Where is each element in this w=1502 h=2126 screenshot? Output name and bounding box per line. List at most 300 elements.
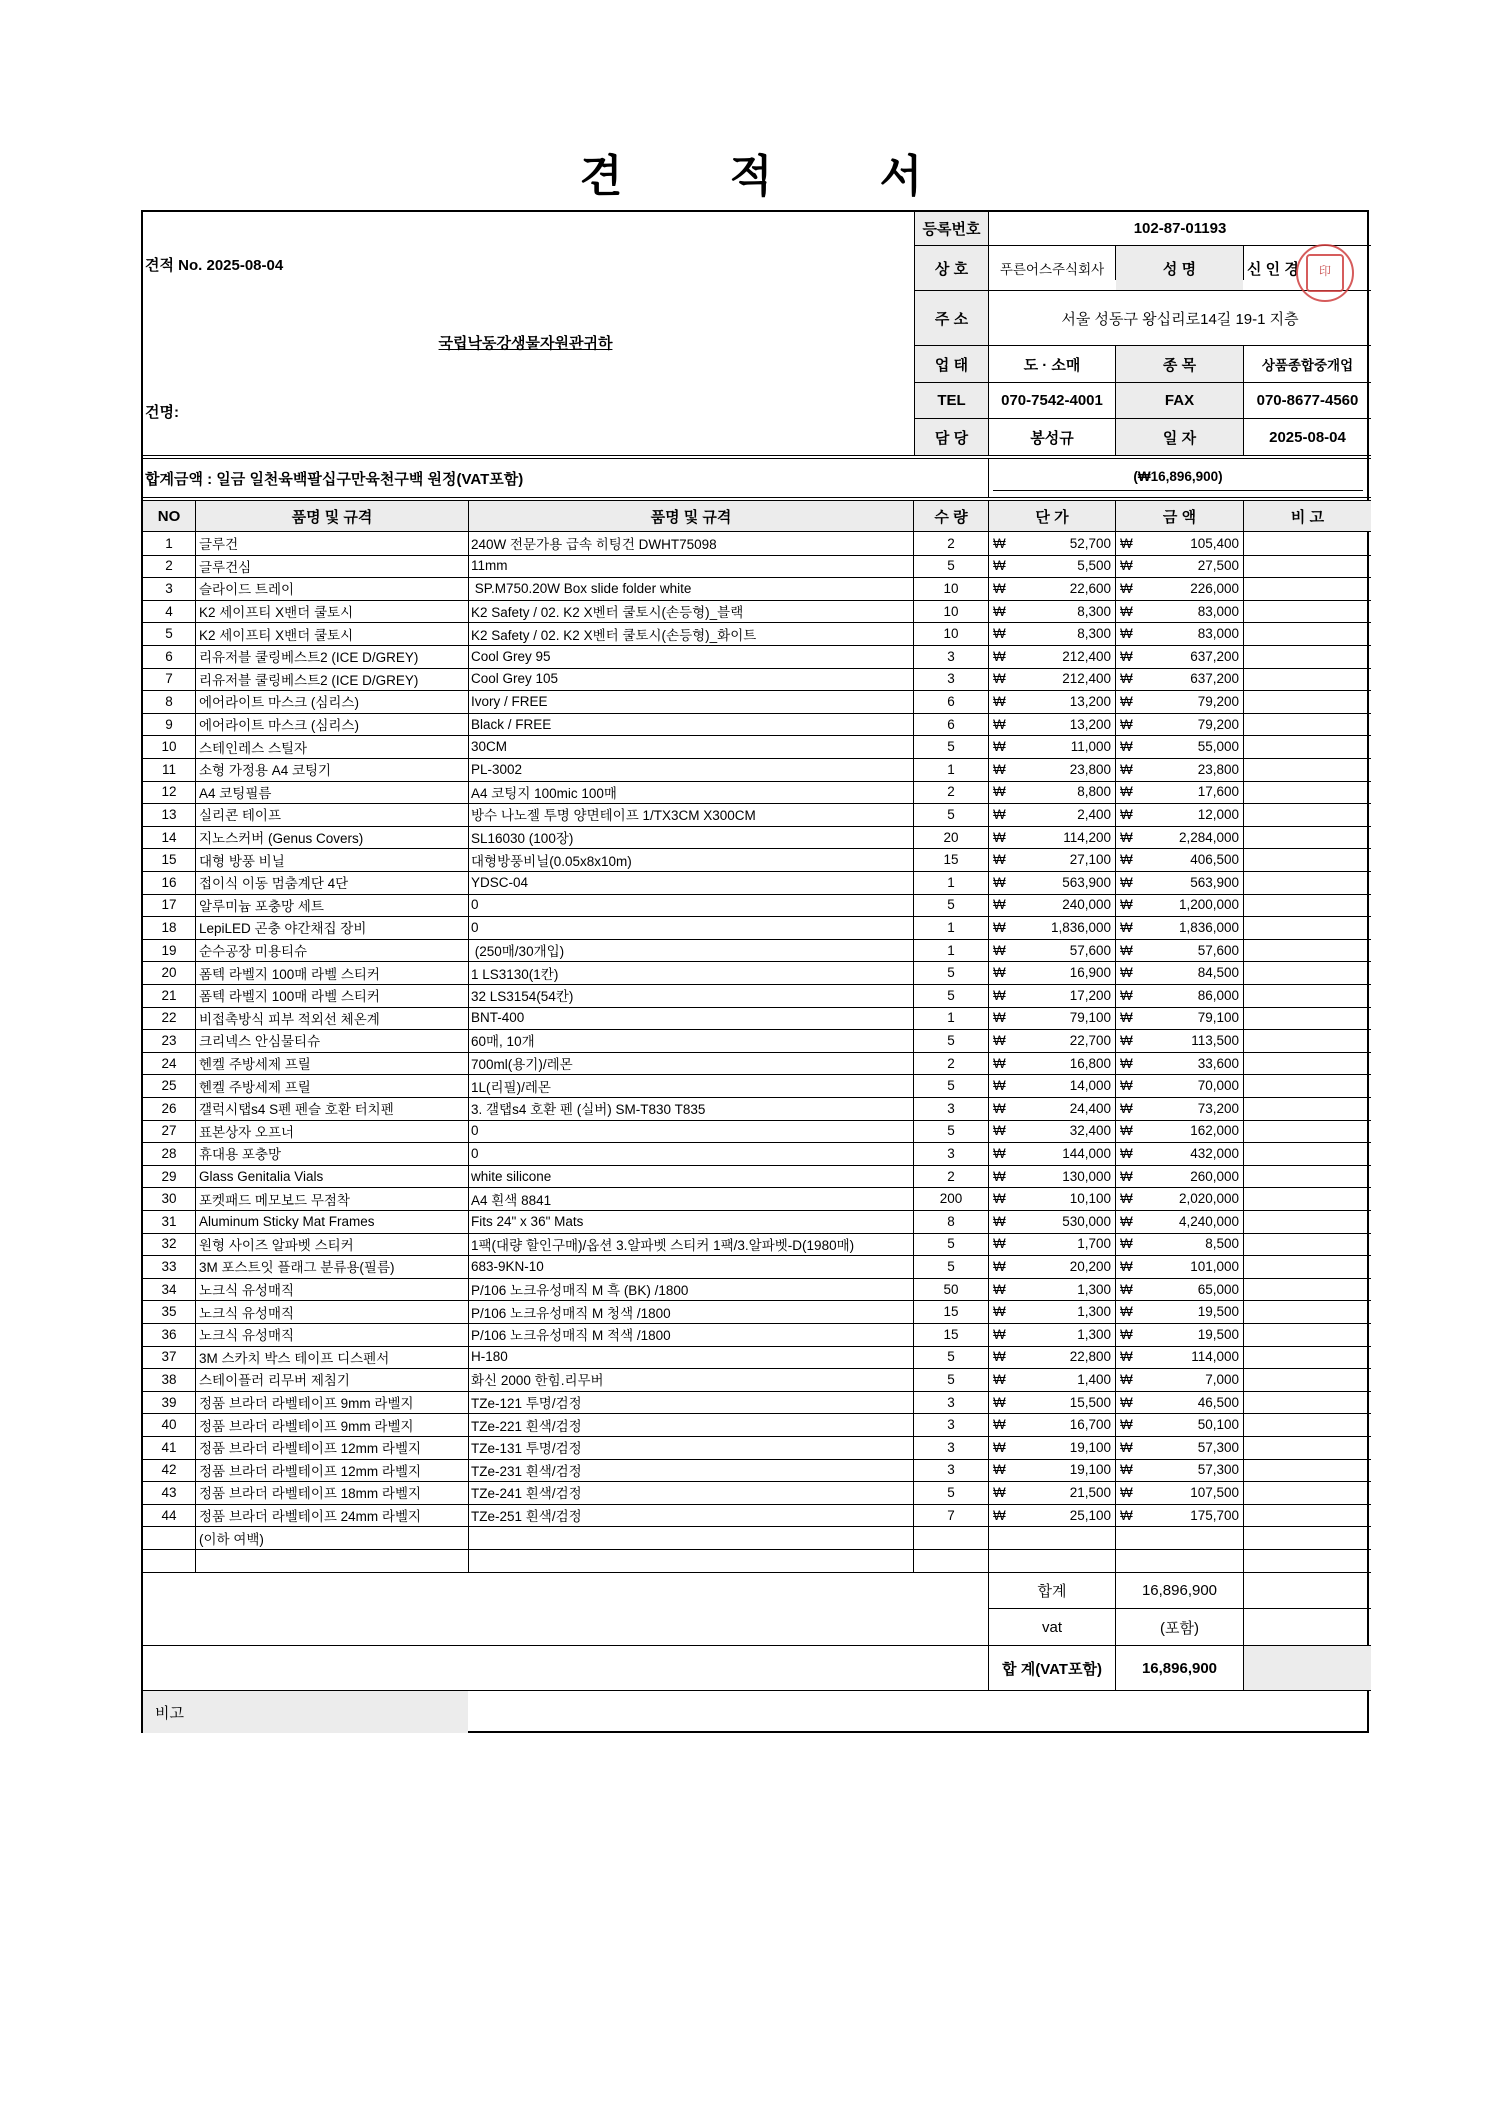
item-amount: 101,000 bbox=[1190, 1258, 1239, 1274]
item-amount: 1,200,000 bbox=[1178, 897, 1239, 913]
item-spec: 1팩(대량 할인구매)/옵션 3.알파벳 스티커 1팩/3.알파벳-D(1980매) bbox=[471, 1237, 855, 1253]
item-price: 21,500 bbox=[1069, 1484, 1111, 1500]
item-name: Aluminum Sticky Mat Frames bbox=[199, 1213, 375, 1229]
item-price: 212,400 bbox=[1062, 648, 1111, 664]
price-currency: ₩ bbox=[993, 1168, 1006, 1184]
item-no: 26 bbox=[161, 1100, 177, 1116]
item-amount: 105,400 bbox=[1190, 535, 1239, 551]
table-row bbox=[143, 803, 1371, 826]
table-row bbox=[143, 735, 1371, 758]
price-currency: ₩ bbox=[993, 784, 1006, 800]
amount-currency: ₩ bbox=[1120, 1236, 1133, 1252]
item-spec: SP.M750.20W Box slide folder white bbox=[471, 580, 692, 596]
item-price: 1,400 bbox=[1077, 1371, 1111, 1387]
item-amount: 563,900 bbox=[1190, 874, 1239, 890]
amount-currency: ₩ bbox=[1120, 897, 1133, 913]
amount-currency: ₩ bbox=[1120, 716, 1133, 732]
item-spec: 3. 갤탭s4 호환 펜 (실버) SM-T830 T835 bbox=[471, 1102, 706, 1118]
item-spec: 0 bbox=[471, 1123, 479, 1139]
item-no: 30 bbox=[161, 1191, 177, 1207]
item-name: 순수공장 미용티슈 bbox=[199, 944, 308, 960]
table-row bbox=[143, 1481, 1371, 1504]
item-name: K2 세이프티 X밴더 쿨토시 bbox=[199, 605, 354, 621]
fax-value: 070-8677-4560 bbox=[1256, 392, 1359, 409]
item-spec: H-180 bbox=[471, 1349, 508, 1365]
item-no: 15 bbox=[161, 852, 177, 868]
item-spec: TZe-251 흰색/검정 bbox=[471, 1509, 582, 1525]
fax-label: FAX bbox=[1116, 383, 1243, 418]
table-row bbox=[143, 916, 1371, 939]
price-currency: ₩ bbox=[993, 1462, 1006, 1478]
table-row bbox=[143, 1413, 1371, 1436]
item-amount: 260,000 bbox=[1190, 1168, 1239, 1184]
item-price: 13,200 bbox=[1069, 716, 1111, 732]
price-currency: ₩ bbox=[993, 852, 1006, 868]
item-price: 27,100 bbox=[1069, 852, 1111, 868]
item-no: 8 bbox=[165, 693, 173, 709]
amount-currency: ₩ bbox=[1120, 1010, 1133, 1026]
amount-currency: ₩ bbox=[1120, 1123, 1133, 1139]
price-currency: ₩ bbox=[993, 1484, 1006, 1500]
item-amount: 7,000 bbox=[1205, 1371, 1239, 1387]
table-row bbox=[143, 1278, 1371, 1301]
item-amount: 8,500 bbox=[1205, 1236, 1239, 1252]
item-no: 13 bbox=[161, 806, 177, 822]
item-amount: 107,500 bbox=[1190, 1484, 1239, 1500]
item-name: 정품 브라더 라벨테이프 24mm 라벨지 bbox=[199, 1509, 422, 1525]
item-qty: 1 bbox=[947, 942, 955, 958]
price-currency: ₩ bbox=[993, 1123, 1006, 1139]
item-qty: 3 bbox=[947, 648, 955, 664]
col-price: 단 가 bbox=[989, 501, 1115, 531]
price-currency: ₩ bbox=[993, 1213, 1006, 1229]
item-no: 31 bbox=[161, 1213, 177, 1229]
table-row bbox=[143, 1142, 1371, 1165]
price-currency: ₩ bbox=[993, 1394, 1006, 1410]
table-row bbox=[143, 848, 1371, 871]
item-no: 20 bbox=[161, 965, 177, 981]
item-price: 16,900 bbox=[1069, 965, 1111, 981]
price-currency: ₩ bbox=[993, 1258, 1006, 1274]
amount-currency: ₩ bbox=[1120, 558, 1133, 574]
item-no: 36 bbox=[161, 1326, 177, 1342]
item-qty: 5 bbox=[947, 897, 955, 913]
item-amount: 65,000 bbox=[1197, 1281, 1239, 1297]
item-spec: 0 bbox=[471, 919, 479, 935]
item-no: 4 bbox=[165, 603, 173, 619]
item-amount: 12,000 bbox=[1197, 806, 1239, 822]
subtotal-label: 합계 bbox=[1037, 1583, 1067, 1600]
item-qty: 3 bbox=[947, 1100, 955, 1116]
item-spec: P/106 노크유성매직 M 청색 /1800 bbox=[471, 1305, 671, 1321]
table-row bbox=[143, 1187, 1371, 1210]
item-no: 37 bbox=[161, 1349, 177, 1365]
type-label: 종 목 bbox=[1116, 346, 1243, 382]
item-qty: 8 bbox=[947, 1213, 955, 1229]
item-spec: P/106 노크유성매직 M 적색 /1800 bbox=[471, 1328, 671, 1344]
item-qty: 3 bbox=[947, 1439, 955, 1455]
price-currency: ₩ bbox=[993, 1326, 1006, 1342]
item-price: 144,000 bbox=[1062, 1145, 1111, 1161]
amount-currency: ₩ bbox=[1120, 1032, 1133, 1048]
item-no: 44 bbox=[161, 1507, 177, 1523]
item-name: 정품 브라더 라벨테이프 18mm 라벨지 bbox=[199, 1486, 422, 1502]
item-name: 원형 사이즈 알파벳 스티커 bbox=[199, 1237, 354, 1253]
item-no: 5 bbox=[165, 626, 173, 642]
amount-currency: ₩ bbox=[1120, 761, 1133, 777]
item-spec: 방수 나노젤 투명 양면테이프 1/TX3CM X300CM bbox=[471, 808, 756, 824]
item-spec: BNT-400 bbox=[471, 1010, 525, 1026]
date-label: 일 자 bbox=[1116, 419, 1243, 455]
item-qty: 1 bbox=[947, 919, 955, 935]
item-spec: 700ml(용기)/레몬 bbox=[471, 1057, 573, 1073]
manager-value: 봉성규 bbox=[1030, 429, 1074, 447]
item-spec: 화신 2000 한힘.리무버 bbox=[471, 1373, 604, 1389]
table-row bbox=[143, 939, 1371, 962]
item-amount: 73,200 bbox=[1197, 1100, 1239, 1116]
grand-total-value: 16,896,900 bbox=[1141, 1659, 1218, 1677]
item-amount: 83,000 bbox=[1197, 626, 1239, 642]
amount-currency: ₩ bbox=[1120, 1326, 1133, 1342]
item-spec: K2 Safety / 02. K2 X벤터 쿨토시(손등형)_화이트 bbox=[471, 627, 757, 643]
col-amount: 금 액 bbox=[1116, 501, 1243, 531]
col-spec: 품명 및 규격 bbox=[469, 501, 913, 531]
item-qty: 5 bbox=[947, 1484, 955, 1500]
item-name: 스테인레스 스틸자 bbox=[199, 740, 308, 756]
item-amount: 57,600 bbox=[1197, 942, 1239, 958]
amount-currency: ₩ bbox=[1120, 874, 1133, 890]
item-spec: YDSC-04 bbox=[471, 874, 529, 890]
price-currency: ₩ bbox=[993, 1032, 1006, 1048]
table-row bbox=[143, 1097, 1371, 1120]
item-spec: 1 LS3130(1칸) bbox=[471, 966, 559, 982]
item-qty: 5 bbox=[947, 1078, 955, 1094]
item-qty: 15 bbox=[943, 852, 959, 868]
item-qty: 3 bbox=[947, 1145, 955, 1161]
item-amount: 2,020,000 bbox=[1178, 1191, 1239, 1207]
item-price: 19,100 bbox=[1069, 1462, 1111, 1478]
total-in-words: 합계금액 : 일금 일천육백팔십구만육천구백 원정(VAT포함) bbox=[145, 470, 524, 488]
item-name: 정품 브라더 라벨테이프 9mm 라벨지 bbox=[199, 1396, 414, 1412]
item-spec: A4 코팅지 100mic 100매 bbox=[471, 785, 617, 801]
amount-currency: ₩ bbox=[1120, 626, 1133, 642]
item-no: 21 bbox=[161, 987, 177, 1003]
amount-currency: ₩ bbox=[1120, 942, 1133, 958]
item-amount: 84,500 bbox=[1197, 965, 1239, 981]
item-name: 3M 스카치 박스 테이프 디스펜서 bbox=[199, 1350, 390, 1366]
price-currency: ₩ bbox=[993, 1371, 1006, 1387]
item-name: 정품 브라더 라벨테이프 9mm 라벨지 bbox=[199, 1418, 414, 1434]
item-no: 27 bbox=[161, 1123, 177, 1139]
price-currency: ₩ bbox=[993, 1145, 1006, 1161]
company-label: 상 호 bbox=[915, 246, 988, 290]
amount-currency: ₩ bbox=[1120, 1394, 1133, 1410]
item-qty: 3 bbox=[947, 1394, 955, 1410]
price-currency: ₩ bbox=[993, 716, 1006, 732]
item-no: 35 bbox=[161, 1304, 177, 1320]
reg-value: 102-87-01193 bbox=[1133, 220, 1227, 237]
amount-currency: ₩ bbox=[1120, 784, 1133, 800]
item-name: 노크식 유성매직 bbox=[199, 1328, 295, 1344]
item-price: 8,300 bbox=[1077, 626, 1111, 642]
item-name: 접이식 이동 멈춤계단 4단 bbox=[199, 876, 349, 892]
col-note: 비 고 bbox=[1244, 501, 1371, 531]
item-spec: 683-9KN-10 bbox=[471, 1258, 544, 1274]
amount-currency: ₩ bbox=[1120, 1281, 1133, 1297]
col-qty: 수 량 bbox=[914, 501, 988, 531]
item-amount: 33,600 bbox=[1197, 1055, 1239, 1071]
item-qty: 7 bbox=[947, 1507, 955, 1523]
table-row bbox=[143, 1165, 1371, 1188]
price-currency: ₩ bbox=[993, 626, 1006, 642]
item-price: 8,300 bbox=[1077, 603, 1111, 619]
table-row-end bbox=[143, 1526, 1371, 1549]
amount-currency: ₩ bbox=[1120, 739, 1133, 755]
item-spec: Fits 24" x 36" Mats bbox=[471, 1213, 584, 1229]
item-no: 19 bbox=[161, 942, 177, 958]
item-no: 12 bbox=[161, 784, 177, 800]
item-spec: P/106 노크유성매직 M 흑 (BK) /1800 bbox=[471, 1283, 689, 1299]
item-no: 28 bbox=[161, 1145, 177, 1161]
amount-currency: ₩ bbox=[1120, 580, 1133, 596]
price-currency: ₩ bbox=[993, 648, 1006, 664]
amount-currency: ₩ bbox=[1120, 829, 1133, 845]
item-no: 18 bbox=[161, 919, 177, 935]
estimate-number: 견적 No. 2025-08-04 bbox=[145, 256, 284, 274]
item-no: 34 bbox=[161, 1281, 177, 1297]
item-name: 에어라이트 마스크 (심리스) bbox=[199, 695, 359, 711]
price-currency: ₩ bbox=[993, 1417, 1006, 1433]
price-currency: ₩ bbox=[993, 1010, 1006, 1026]
item-no: 39 bbox=[161, 1394, 177, 1410]
item-qty: 5 bbox=[947, 1258, 955, 1274]
item-no: 17 bbox=[161, 897, 177, 913]
item-price: 563,900 bbox=[1062, 874, 1111, 890]
item-price: 130,000 bbox=[1062, 1168, 1111, 1184]
table-row bbox=[143, 645, 1371, 668]
item-name: 소형 가정용 A4 코팅기 bbox=[199, 763, 332, 779]
table-row bbox=[143, 1074, 1371, 1097]
amount-currency: ₩ bbox=[1120, 1055, 1133, 1071]
table-row bbox=[143, 1029, 1371, 1052]
vat-label: vat bbox=[1041, 1618, 1062, 1636]
item-amount: 2,284,000 bbox=[1178, 829, 1239, 845]
item-amount: 637,200 bbox=[1190, 648, 1239, 664]
amount-currency: ₩ bbox=[1120, 987, 1133, 1003]
end-note: (이하 여백) bbox=[199, 1531, 264, 1547]
item-qty: 5 bbox=[947, 1032, 955, 1048]
price-currency: ₩ bbox=[993, 1191, 1006, 1207]
item-price: 79,100 bbox=[1069, 1010, 1111, 1026]
item-price: 212,400 bbox=[1062, 671, 1111, 687]
table-row bbox=[143, 668, 1371, 691]
item-no: 23 bbox=[161, 1032, 177, 1048]
item-spec: 대형방풍비닐(0.05x8x10m) bbox=[471, 853, 632, 869]
table-row bbox=[143, 961, 1371, 984]
amount-currency: ₩ bbox=[1120, 603, 1133, 619]
item-name: 노크식 유성매직 bbox=[199, 1283, 295, 1299]
item-amount: 57,300 bbox=[1197, 1462, 1239, 1478]
price-currency: ₩ bbox=[993, 671, 1006, 687]
amount-currency: ₩ bbox=[1120, 1168, 1133, 1184]
item-no: 6 bbox=[165, 648, 173, 664]
item-name: 3M 포스트잇 플래그 분류용(필름) bbox=[199, 1260, 395, 1276]
item-qty: 15 bbox=[943, 1326, 959, 1342]
item-qty: 2 bbox=[947, 535, 955, 551]
recipient bbox=[143, 320, 908, 364]
remarks-label: 비고 bbox=[143, 1691, 468, 1733]
item-qty: 1 bbox=[947, 761, 955, 777]
item-amount: 79,100 bbox=[1197, 1010, 1239, 1026]
item-price: 32,400 bbox=[1069, 1123, 1111, 1139]
item-name: 리유저블 쿨링베스트2 (ICE D/GREY) bbox=[199, 672, 419, 688]
item-spec: Black / FREE bbox=[471, 716, 552, 732]
item-amount: 86,000 bbox=[1197, 987, 1239, 1003]
table-row bbox=[143, 1255, 1371, 1278]
item-qty: 5 bbox=[947, 1236, 955, 1252]
price-currency: ₩ bbox=[993, 1281, 1006, 1297]
item-qty: 1 bbox=[947, 1010, 955, 1026]
amount-currency: ₩ bbox=[1120, 1417, 1133, 1433]
item-spec: PL-3002 bbox=[471, 761, 523, 777]
amount-currency: ₩ bbox=[1120, 806, 1133, 822]
amount-currency: ₩ bbox=[1120, 1100, 1133, 1116]
item-qty: 2 bbox=[947, 1168, 955, 1184]
table-row bbox=[143, 781, 1371, 804]
item-price: 530,000 bbox=[1062, 1213, 1111, 1229]
item-name: 노크식 유성매직 bbox=[199, 1305, 295, 1321]
recipient-text: 국립낙동강생물자원관귀하 bbox=[438, 334, 613, 352]
item-spec: 60매, 10개 bbox=[471, 1034, 535, 1050]
total-numeric: (₩16,896,900) bbox=[1133, 468, 1223, 484]
table-row bbox=[143, 1120, 1371, 1143]
price-currency: ₩ bbox=[993, 987, 1006, 1003]
table-row bbox=[143, 758, 1371, 781]
item-spec: K2 Safety / 02. K2 X벤터 쿨토시(손등형)_블랙 bbox=[471, 605, 744, 621]
item-price: 10,100 bbox=[1069, 1191, 1111, 1207]
item-no: 33 bbox=[161, 1258, 177, 1274]
item-qty: 50 bbox=[943, 1281, 959, 1297]
item-name: 비접촉방식 피부 적외선 체온계 bbox=[199, 1011, 380, 1027]
item-no: 40 bbox=[161, 1417, 177, 1433]
item-amount: 4,240,000 bbox=[1178, 1213, 1239, 1229]
item-price: 22,600 bbox=[1069, 580, 1111, 596]
price-currency: ₩ bbox=[993, 919, 1006, 935]
item-no: 14 bbox=[161, 829, 177, 845]
name-value: 신 인 경 bbox=[1247, 260, 1299, 278]
item-amount: 55,000 bbox=[1197, 739, 1239, 755]
row-divider bbox=[143, 1549, 1371, 1550]
table-row bbox=[143, 577, 1371, 600]
item-name: 리유저블 쿨링베스트2 (ICE D/GREY) bbox=[199, 650, 419, 666]
address-label: 주 소 bbox=[915, 291, 988, 345]
table-row bbox=[143, 1323, 1371, 1346]
item-no: 22 bbox=[161, 1010, 177, 1026]
table-row bbox=[143, 600, 1371, 623]
price-currency: ₩ bbox=[993, 897, 1006, 913]
item-amount: 70,000 bbox=[1197, 1078, 1239, 1094]
item-qty: 200 bbox=[939, 1191, 963, 1207]
item-name: A4 코팅필름 bbox=[199, 785, 272, 801]
total-note-cell bbox=[1244, 1646, 1371, 1690]
col-no: NO bbox=[143, 501, 195, 531]
item-name: 슬라이드 트레이 bbox=[199, 582, 295, 598]
item-spec: SL16030 (100장) bbox=[471, 831, 574, 847]
manager-label: 담 당 bbox=[915, 419, 988, 455]
amount-currency: ₩ bbox=[1120, 1462, 1133, 1478]
name-label: 성 명 bbox=[1116, 246, 1243, 290]
item-qty: 5 bbox=[947, 806, 955, 822]
price-currency: ₩ bbox=[993, 1078, 1006, 1094]
table-row bbox=[143, 713, 1371, 736]
amount-currency: ₩ bbox=[1120, 1349, 1133, 1365]
item-qty: 2 bbox=[947, 1055, 955, 1071]
subtotal-value: 16,896,900 bbox=[1141, 1582, 1218, 1599]
item-spec: white silicone bbox=[471, 1168, 552, 1184]
item-spec: 11mm bbox=[471, 558, 508, 574]
item-amount: 637,200 bbox=[1190, 671, 1239, 687]
price-currency: ₩ bbox=[993, 965, 1006, 981]
item-spec: 1L(리필)/레몬 bbox=[471, 1079, 551, 1095]
item-price: 1,300 bbox=[1077, 1281, 1111, 1297]
item-no: 38 bbox=[161, 1371, 177, 1387]
item-amount: 27,500 bbox=[1197, 558, 1239, 574]
price-currency: ₩ bbox=[993, 1349, 1006, 1365]
item-price: 19,100 bbox=[1069, 1439, 1111, 1455]
item-price: 20,200 bbox=[1069, 1258, 1111, 1274]
item-name: 대형 방풍 비닐 bbox=[199, 853, 285, 869]
item-qty: 5 bbox=[947, 558, 955, 574]
item-name: 정품 브라더 라벨테이프 12mm 라벨지 bbox=[199, 1441, 422, 1457]
item-no: 42 bbox=[161, 1462, 177, 1478]
amount-currency: ₩ bbox=[1120, 1213, 1133, 1229]
item-name: 폼텍 라벨지 100매 라벨 스티커 bbox=[199, 966, 380, 982]
item-no: 3 bbox=[165, 580, 173, 596]
date-value: 2025-08-04 bbox=[1269, 428, 1346, 446]
amount-currency: ₩ bbox=[1120, 1304, 1133, 1320]
item-price: 16,700 bbox=[1069, 1417, 1111, 1433]
table-row bbox=[143, 894, 1371, 917]
item-price: 16,800 bbox=[1069, 1055, 1111, 1071]
item-spec: A4 흰색 8841 bbox=[471, 1192, 552, 1208]
amount-currency: ₩ bbox=[1120, 535, 1133, 551]
item-qty: 3 bbox=[947, 1462, 955, 1478]
item-price: 8,800 bbox=[1077, 784, 1111, 800]
item-amount: 1,836,000 bbox=[1178, 919, 1239, 935]
table-row bbox=[143, 1300, 1371, 1323]
address-value: 서울 성동구 왕십리로14길 19-1 지층 bbox=[1061, 310, 1299, 328]
item-qty: 1 bbox=[947, 874, 955, 890]
price-currency: ₩ bbox=[993, 603, 1006, 619]
item-name: 글루건 bbox=[199, 537, 239, 553]
item-qty: 20 bbox=[943, 829, 959, 845]
price-currency: ₩ bbox=[993, 761, 1006, 777]
item-price: 1,300 bbox=[1077, 1326, 1111, 1342]
amount-currency: ₩ bbox=[1120, 1484, 1133, 1500]
item-name: 갤럭시탭s4 S펜 펜슬 호환 터치펜 bbox=[199, 1102, 394, 1118]
item-name: 크리넥스 안심물티슈 bbox=[199, 1034, 321, 1050]
item-name: K2 세이프티 X밴더 쿨토시 bbox=[199, 627, 354, 643]
item-spec: 32 LS3154(54칸) bbox=[471, 989, 574, 1005]
item-no: 1 bbox=[165, 535, 173, 551]
item-qty: 10 bbox=[943, 626, 959, 642]
item-name: LepiLED 곤충 야간채집 장비 bbox=[199, 921, 367, 937]
table-row bbox=[143, 555, 1371, 578]
company-value: 푸른어스주식회사 bbox=[999, 262, 1105, 277]
document-title: 견 적 서 bbox=[579, 151, 969, 202]
amount-currency: ₩ bbox=[1120, 919, 1133, 935]
item-qty: 6 bbox=[947, 716, 955, 732]
